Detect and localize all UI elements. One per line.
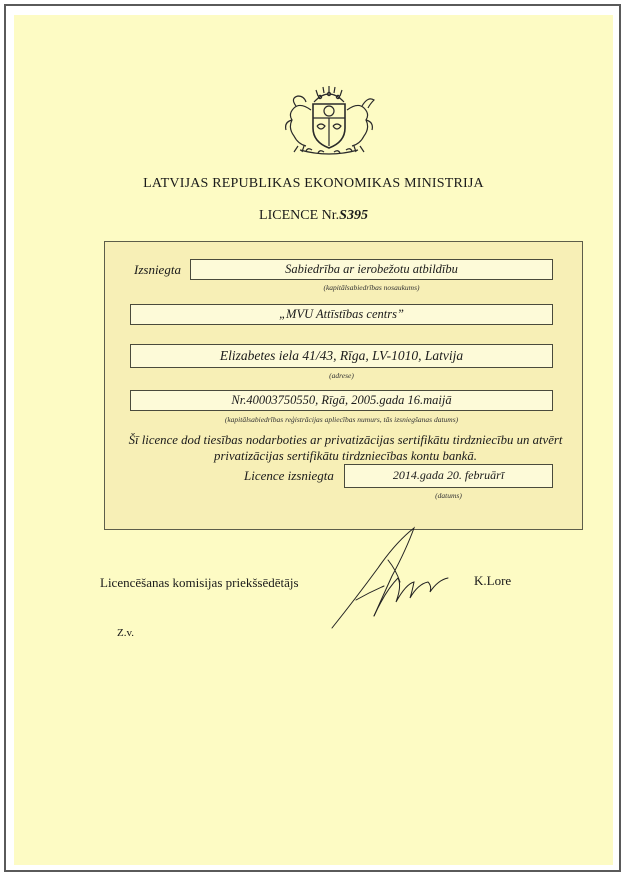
date-caption: (datums) bbox=[435, 491, 462, 500]
registration-caption: (kapitālsabiedrības reģistrācijas apliecības numurs, tās izsniegšanas datums) bbox=[224, 415, 459, 424]
licence-prefix: LICENCE Nr. bbox=[259, 208, 340, 223]
address-caption: (adrese) bbox=[329, 371, 354, 380]
stamp-place-label: Z.v. bbox=[117, 627, 135, 639]
commission-chair-label: Licencēšanas komisijas priekšsēdētājs bbox=[100, 575, 299, 590]
company-name-field: „MVU Attīstības centrs” bbox=[130, 304, 553, 325]
issue-date-field: 2014.gada 20. februārī bbox=[344, 464, 553, 488]
company-type-caption: (kapitālsabiedrības nosaukums) bbox=[323, 283, 420, 292]
issued-label: Izsniegta bbox=[134, 262, 181, 277]
handwritten-signature bbox=[326, 520, 456, 632]
address-field: Elizabetes iela 41/43, Rīga, LV-1010, Latvija bbox=[130, 344, 553, 368]
latvia-coat-of-arms-icon bbox=[278, 84, 380, 158]
ministry-title: LATVIJAS REPUBLIKAS EKONOMIKAS MINISTRIJA bbox=[143, 176, 484, 191]
licence-heading bbox=[0, 208, 627, 224]
issued-on-label: Licence izsniegta bbox=[244, 468, 334, 483]
rights-text: Šī licence dod tiesības nodarboties ar privatizācijas sertifikātu tirdzniecību un atvērt privatizācijas sertifikātu tirdzniecības kontu bankā. bbox=[128, 433, 563, 463]
licence-number: S395 bbox=[339, 208, 368, 223]
company-type-field: Sabiedrība ar ierobežotu atbildību bbox=[190, 259, 553, 280]
registration-field: Nr.40003750550, Rīgā, 2005.gada 16.maijā bbox=[130, 390, 553, 411]
signer-name: K.Lore bbox=[474, 573, 512, 588]
